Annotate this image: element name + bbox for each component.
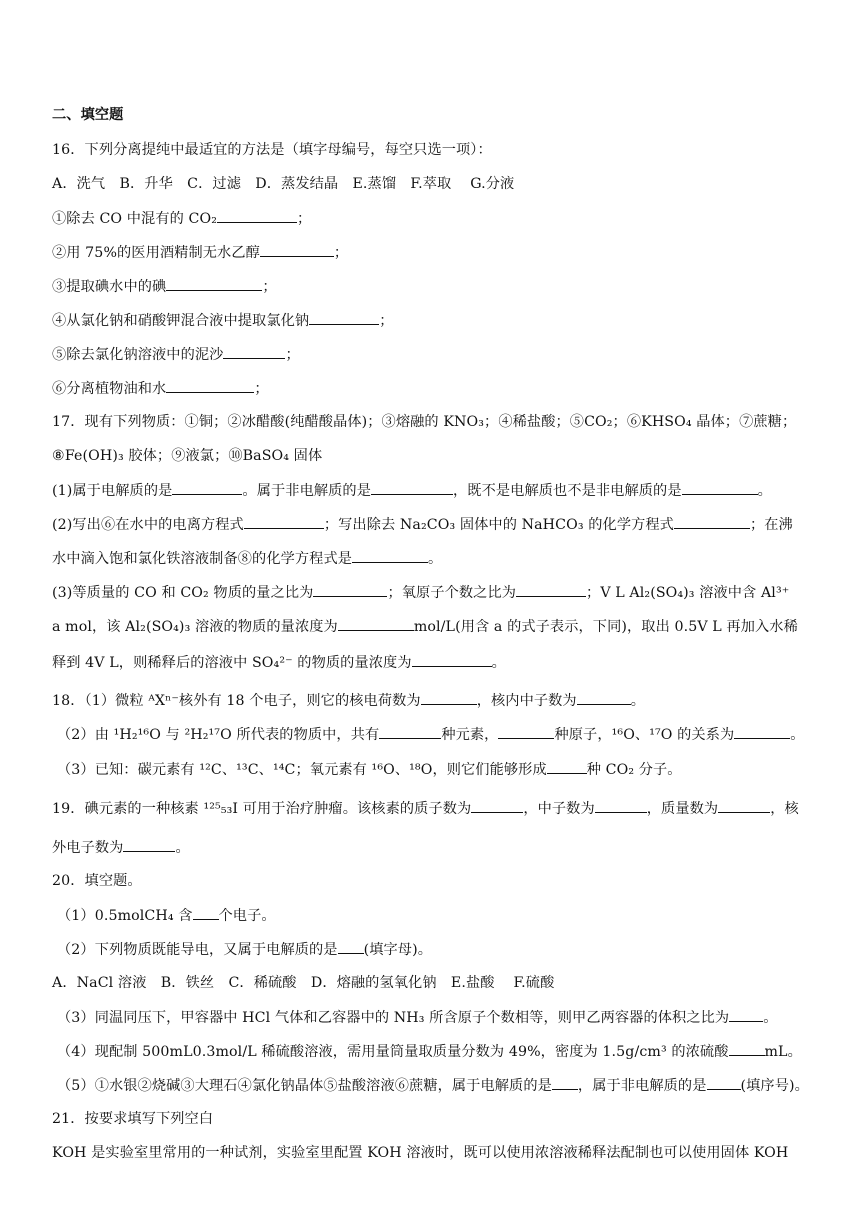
q17-p3-text-c: ；V L Al₂(SO₄)₃ 溶液中含 Al³⁺ — [586, 585, 790, 601]
q16-item-2: ②用 75%的医用酒精制无水乙醇 ； — [52, 245, 349, 261]
q17-part-1 — [52, 481, 820, 500]
q18-l2-text-a: （2）由 ¹H₂¹⁶O 与 ²H₂¹⁷O 所代表的物质中，共有 — [57, 727, 380, 743]
q16-item-1: ①除去 CO 中混有的 CO₂ ； — [52, 211, 312, 227]
q17-stem-line-1: 17．现有下列物质：①铜；②冰醋酸(纯醋酸晶体)；③熔融的 KNO₃；④稀盐酸；⑤CO₂；⑥KHSO₄ 晶体；⑦蔗糖； — [52, 414, 797, 430]
answer-blank[interactable] — [352, 549, 428, 563]
q17-p2-text-e: 。 — [428, 551, 443, 567]
q20-p5-text-c: (填序号)。 — [740, 1078, 809, 1094]
answer-blank[interactable] — [552, 1076, 578, 1090]
q17-part-3-line-1 — [52, 583, 820, 602]
answer-blank[interactable] — [577, 691, 631, 705]
q17-p1-text-d: 。 — [757, 483, 772, 499]
q18-l3-text-b: 种 CO₂ 分子。 — [586, 762, 682, 778]
q17-p2-text-d: 水中滴入饱和氯化铁溶液制备⑧的化学方程式是 — [52, 551, 353, 567]
answer-blank[interactable] — [172, 481, 242, 495]
q18-line-1 — [52, 691, 820, 710]
q20-p2-text-b: (填字母)。 — [363, 942, 433, 958]
q19-l1-text-d: ，核 — [770, 801, 799, 817]
q17-part-3-line-2 — [52, 617, 820, 636]
answer-blank[interactable] — [193, 906, 219, 920]
q17-p3-text-b: ；氧原子个数之比为 — [387, 585, 517, 601]
q17-p3-text-g: 。 — [491, 655, 506, 671]
q18-line-2 — [57, 725, 820, 744]
q17-part-2-line-1 — [52, 515, 820, 534]
q16-item-3-text: ③提取碘水中的碘 — [52, 279, 167, 295]
answer-blank[interactable] — [338, 617, 414, 631]
q19-line-1 — [52, 799, 820, 818]
answer-blank[interactable] — [309, 311, 379, 325]
q16-item-6: ⑥分离植物油和水 ； — [52, 381, 269, 397]
q17-p3-text-d: a mol，该 Al₂(SO₄)₃ 溶液的物质的量浓度为 — [52, 619, 338, 635]
answer-blank[interactable] — [260, 243, 334, 257]
answer-blank[interactable] — [313, 583, 387, 597]
answer-blank[interactable] — [471, 799, 523, 813]
q17-p2-text-c: ；在沸 — [749, 517, 793, 533]
q16-item-3: ③提取碘水中的碘 ； — [52, 279, 277, 295]
q18-l2-text-d: 。 — [790, 727, 805, 743]
q18-line-3 — [57, 760, 820, 779]
q16-item-6-text: ⑥分离植物油和水 — [52, 381, 167, 397]
q20-p2-text-a: （2）下列物质既能导电，又属于电解质的是 — [57, 942, 338, 958]
q17-p3-text-a: (3)等质量的 CO 和 CO₂ 物质的量之比为 — [52, 585, 314, 601]
q20-p5-text-b: ，属于非电解质的是 — [577, 1078, 707, 1094]
answer-blank[interactable] — [718, 799, 770, 813]
q20-p1-text-a: （1）0.5molCH₄ 含 — [57, 908, 193, 924]
q16-options: A．洗气 B．升华 C．过滤 D．蒸发结晶 E.蒸馏 F.萃取 G.分液 — [52, 176, 515, 192]
answer-blank[interactable] — [338, 940, 364, 954]
answer-blank[interactable] — [547, 760, 587, 774]
q21-stem: 21．按要求填写下列空白 — [52, 1111, 214, 1127]
q16-item-5-text: ⑤除去氯化钠溶液中的泥沙 — [52, 347, 224, 363]
answer-blank[interactable] — [682, 481, 758, 495]
q16-item-4-text: ④从氯化钠和硝酸钾混合液中提取氯化钠 — [52, 313, 310, 329]
q20-part-1 — [57, 906, 820, 925]
q17-p3-text-f: 释到 4V L，则稀释后的溶液中 SO₄²⁻ 的物质的量浓度为 — [52, 655, 412, 671]
q17-p1-text-a: (1)属于电解质的是 — [52, 483, 173, 499]
q20-p3-text-a: （3）同温同压下，甲容器中 HCl 气体和乙容器中的 NH₃ 所含原子个数相等，则甲乙两容器的体积之比为 — [57, 1010, 730, 1026]
answer-blank[interactable] — [734, 725, 790, 739]
q17-p2-text-b: ；写出除去 Na₂CO₃ 固体中的 NaHCO₃ 的化学方程式 — [323, 517, 674, 533]
answer-blank[interactable] — [166, 277, 262, 291]
q19-l2-text-a: 外电子数为 — [52, 840, 124, 856]
q17-p3-text-e: mol/L(用含 a 的式子表示，下同)，取出 0.5V L 再加入水稀 — [413, 619, 798, 635]
q18-l1-text-b: ，核内中子数为 — [476, 693, 577, 709]
q19-line-2 — [52, 838, 820, 857]
answer-blank[interactable] — [729, 1008, 763, 1022]
q20-part-5 — [57, 1076, 820, 1095]
q19-l2-text-b: 。 — [175, 840, 190, 856]
answer-blank[interactable] — [498, 725, 554, 739]
answer-blank[interactable] — [223, 345, 285, 359]
q20-p4-text-b: mL。 — [764, 1044, 802, 1060]
q17-p2-text-a: (2)写出⑥在水中的电离方程式 — [52, 517, 244, 533]
q16-item-1-text: ①除去 CO 中混有的 CO₂ — [52, 211, 218, 227]
answer-blank[interactable] — [217, 209, 297, 223]
answer-blank[interactable] — [371, 481, 453, 495]
q20-stem: 20．填空题。 — [52, 873, 142, 889]
q18-l2-text-b: 种元素， — [441, 727, 499, 743]
q18-l1-text-c: 。 — [630, 693, 646, 709]
q19-l1-text-a: 19．碘元素的一种核素 ¹²⁵₅₃I 可用于治疗肿瘤。该核素的质子数为 — [52, 801, 472, 817]
q16-item-5: ⑤除去氯化钠溶液中的泥沙 ； — [52, 347, 300, 363]
section-title: 二、填空题 — [52, 107, 124, 123]
q16-item-4: ④从氯化钠和硝酸钾混合液中提取氯化钠 ； — [52, 313, 394, 329]
q17-part-2-line-2 — [52, 549, 820, 568]
q20-part-4 — [57, 1042, 820, 1061]
q20-p1-text-b: 个电子。 — [218, 908, 276, 924]
q17-p1-text-c: ，既不是电解质也不是非电解质的是 — [453, 483, 682, 499]
answer-blank[interactable] — [516, 583, 586, 597]
q20-p3-text-b: 。 — [763, 1010, 778, 1026]
q18-l3-text-a: （3）已知：碳元素有 ¹²C、¹³C、¹⁴C；氧元素有 ¹⁶O、¹⁸O，则它们能够形成 — [57, 762, 547, 778]
q20-p4-text-a: （4）现配制 500mL0.3mol/L 稀硫酸溶液，需用量筒量取质量分数为 49%，密度为 1.5g/cm³ 的浓硫酸 — [57, 1044, 729, 1060]
q20-part-2 — [57, 940, 820, 959]
answer-blank[interactable] — [166, 379, 254, 393]
q17-stem-line-2: ⑧Fe(OH)₃ 胶体；⑨液氯；⑩BaSO₄ 固体 — [52, 448, 323, 464]
q16-stem: 16．下列分离提纯中最适宜的方法是（填字母编号，每空只选一项）： — [52, 142, 492, 158]
q18-l1-text-a: 18．（1）微粒 ᴬXⁿ⁻核外有 18 个电子，则它的核电荷数为 — [52, 693, 421, 709]
q17-part-3-line-3 — [52, 653, 820, 672]
q18-l2-text-c: 种原子，¹⁶O、¹⁷O 的关系为 — [554, 727, 735, 743]
q16-item-2-text: ②用 75%的医用酒精制无水乙醇 — [52, 245, 260, 261]
answer-blank[interactable] — [674, 515, 750, 529]
answer-blank[interactable] — [421, 691, 477, 705]
answer-blank[interactable] — [123, 838, 175, 852]
q19-l1-text-b: ，中子数为 — [523, 801, 595, 817]
answer-blank[interactable] — [729, 1042, 765, 1056]
q20-part-3 — [57, 1008, 820, 1027]
q19-l1-text-c: ，质量数为 — [646, 801, 719, 817]
answer-blank[interactable] — [412, 653, 492, 667]
answer-blank[interactable] — [244, 515, 324, 529]
answer-blank[interactable] — [707, 1076, 741, 1090]
q20-part-2-options: A．NaCl 溶液 B．铁丝 C．稀硫酸 D．熔融的氢氧化钠 E.盐酸 F.硫酸 — [52, 975, 555, 991]
q20-p5-text-a: （5）①水银②烧碱③大理石④氯化钠晶体⑤盐酸溶液⑥蔗糖，属于电解质的是 — [57, 1078, 552, 1094]
answer-blank[interactable] — [379, 725, 441, 739]
answer-blank[interactable] — [595, 799, 647, 813]
q17-p1-text-b: 。属于非电解质的是 — [242, 483, 372, 499]
q21-paragraph-line: KOH 是实验室里常用的一种试剂，实验室里配置 KOH 溶液时，既可以使用浓溶液稀释法配制也可以使用固体 KOH — [52, 1145, 789, 1161]
